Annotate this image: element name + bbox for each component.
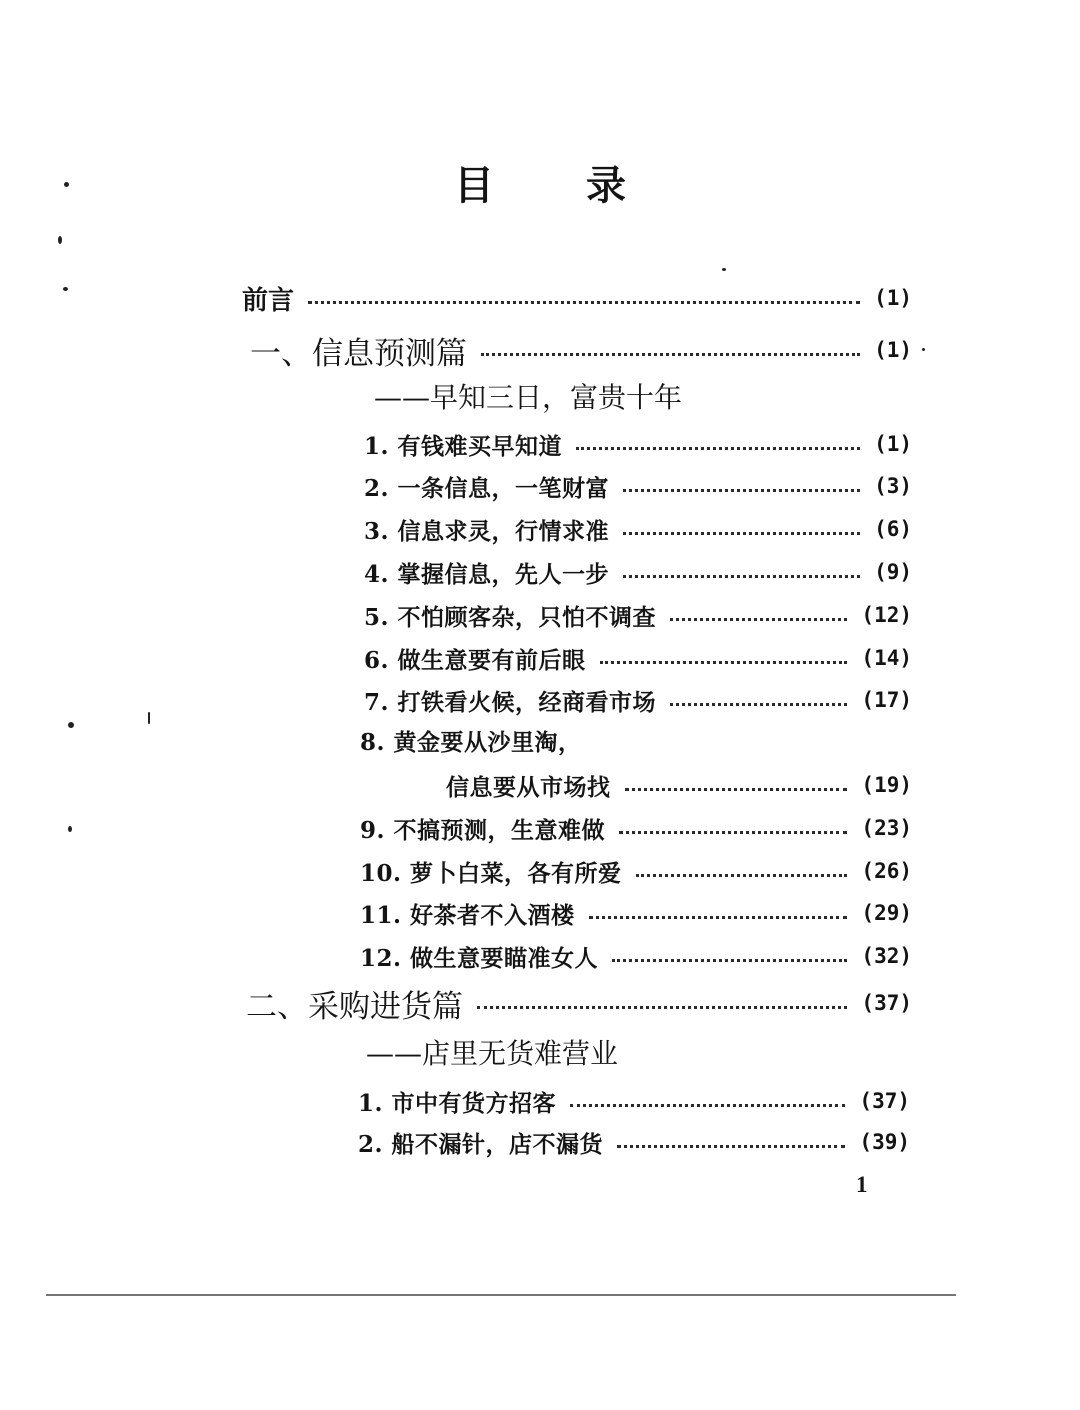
toc-entry-page: (32) [861, 944, 912, 968]
scan-speck [722, 268, 726, 271]
page-number: 1 [856, 1172, 868, 1197]
scan-speck [68, 722, 74, 728]
toc-entry-page: (29) [861, 901, 912, 925]
toc-entry-label: 1. 有钱难买早知道 [364, 432, 563, 460]
scan-speck [63, 287, 68, 291]
toc-entry [364, 638, 912, 678]
toc-entry-label: 5. 不怕顾客杂，只怕不调查 [364, 603, 657, 631]
toc-entry-page: (9) [874, 560, 912, 584]
scan-speck [148, 712, 150, 724]
toc-entry-label: 2. 船不漏针，店不漏货 [358, 1130, 604, 1158]
toc-entry-label: 10. 萝卜白菜，各有所爱 [360, 859, 622, 887]
toc-entry-label: 信息要从市场找 [446, 773, 611, 801]
leader-dots [670, 703, 847, 706]
leader-dots [481, 353, 860, 356]
leader-dots [600, 661, 848, 664]
toc-entry-label: 12. 做生意要瞄准女人 [360, 944, 599, 972]
toc-entry [360, 936, 912, 976]
toc-entry-label: 二、采购进货篇 [246, 988, 463, 1025]
scan-speck [922, 348, 925, 351]
toc-entry-page: (23) [861, 816, 912, 840]
toc-entry-page: (37) [859, 1089, 910, 1113]
toc-entry-page: (39) [859, 1130, 910, 1154]
leader-dots [636, 874, 848, 877]
toc-entry [358, 1122, 910, 1162]
leader-dots [617, 1145, 845, 1148]
toc-entry [358, 1081, 910, 1121]
toc-entry [364, 424, 912, 464]
toc-entry-page: (1) [874, 432, 912, 456]
section-subtitle: ——早知三日，富贵十年 [374, 381, 683, 414]
leader-dots [589, 916, 848, 919]
toc-entry-label: 4. 掌握信息，先人一步 [364, 560, 610, 588]
leader-dots [619, 831, 847, 834]
title-char-2: 录 [586, 162, 626, 209]
section-subtitle: ——店里无货难营业 [366, 1037, 619, 1070]
toc-entry-label: 11. 好茶者不入酒楼 [360, 901, 575, 929]
toc-entry [360, 893, 912, 933]
toc-entry [364, 466, 912, 506]
toc-entry-page: (37) [861, 991, 912, 1015]
toc-entry-label: 9. 不搞预测，生意难做 [360, 816, 606, 844]
toc-entry-page: (14) [861, 646, 912, 670]
toc-entry-label: 前言 [242, 285, 295, 316]
toc-entry [360, 808, 912, 848]
leader-dots [570, 1104, 845, 1107]
toc-entry [250, 330, 912, 370]
toc-entry [364, 509, 912, 549]
leader-dots [623, 575, 860, 578]
leader-dots [670, 618, 847, 621]
leader-dots [623, 489, 860, 492]
leader-dots [576, 447, 860, 450]
toc-entry-label: 3. 信息求灵，行情求准 [364, 517, 610, 545]
toc-entry-label: 2. 一条信息，一笔财富 [364, 474, 610, 502]
toc-entry-page: (6) [874, 517, 912, 541]
toc-entry-page: (1) [874, 286, 912, 310]
toc-entry-page: (3) [874, 474, 912, 498]
scan-speck [64, 182, 69, 187]
title-char-1: 目 [454, 162, 494, 209]
toc-entry-page: (12) [861, 603, 912, 627]
toc-entry [364, 552, 912, 592]
leader-dots [477, 1006, 847, 1009]
toc-entry-label: 6. 做生意要有前后眼 [364, 646, 586, 674]
toc-entry-label: 8. 黄金要从沙里淘， [360, 729, 582, 756]
scan-edge-line [46, 1294, 956, 1296]
toc-entry-page: (26) [861, 859, 912, 883]
toc-entry-label: 7. 打铁看火候，经商看市场 [364, 688, 657, 716]
toc-entry-page: (1) [874, 338, 912, 362]
leader-dots [623, 532, 860, 535]
toc-entry [246, 983, 912, 1023]
scan-speck [58, 236, 62, 244]
toc-entry [364, 595, 912, 635]
toc-entry [242, 278, 912, 318]
toc-entry-page: (17) [861, 688, 912, 712]
leader-dots [625, 788, 848, 791]
leader-dots [308, 301, 860, 304]
toc-entry-label: 1. 市中有货方招客 [358, 1089, 557, 1117]
toc-entry-label: 一、信息预测篇 [250, 335, 467, 372]
toc-entry [446, 765, 912, 805]
toc-entry-page: (19) [861, 773, 912, 797]
toc-entry [364, 680, 912, 720]
scan-speck [68, 826, 72, 832]
leader-dots [612, 959, 847, 962]
toc-entry [360, 851, 912, 891]
